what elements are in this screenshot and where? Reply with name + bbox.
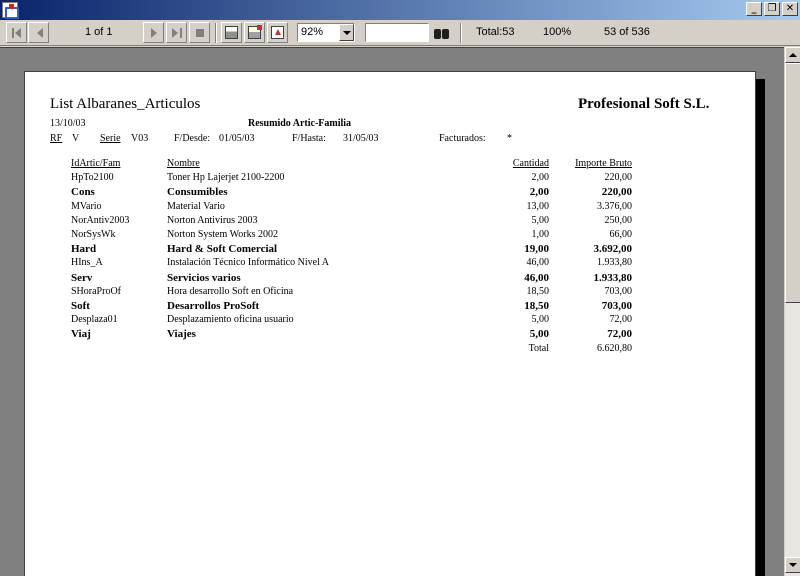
row-name: Norton System Works 2002 xyxy=(167,229,278,241)
export-button[interactable] xyxy=(267,22,288,43)
row-qty: 5,00 xyxy=(531,214,549,226)
table-row xyxy=(71,285,632,299)
row-name: Desplazamiento oficina usuario xyxy=(167,314,294,326)
row-amount: 1.933,80 xyxy=(593,271,632,284)
column-header-qty: Cantidad xyxy=(512,158,549,170)
hasta-value: 31/05/03 xyxy=(343,133,379,144)
toolbar-separator xyxy=(460,23,462,43)
toolbar xyxy=(0,20,800,46)
previous-page-icon xyxy=(37,28,43,38)
scroll-down-button[interactable] xyxy=(785,557,800,573)
family-row xyxy=(71,327,632,341)
zoom-percent: 100% xyxy=(543,26,572,38)
rf-label: RF xyxy=(50,133,63,144)
facturados-value: * xyxy=(507,133,512,144)
serie-label: Serie xyxy=(100,133,121,144)
row-name: Hora desarrollo Soft en Oficina xyxy=(167,285,294,297)
last-page-icon xyxy=(180,28,182,38)
report-page xyxy=(24,71,756,576)
row-name: Norton Antivirus 2003 xyxy=(167,214,258,226)
row-qty: 2,00 xyxy=(529,186,549,199)
page-indicator: 1 of 1 xyxy=(85,26,113,38)
row-name: Consumibles xyxy=(167,186,228,199)
row-qty: 1,00 xyxy=(531,229,549,241)
table-row xyxy=(71,256,632,270)
record-count: 53 of 536 xyxy=(604,26,650,38)
stop-icon xyxy=(196,29,204,37)
total-value: 6.620,80 xyxy=(597,342,632,354)
row-qty: 13,00 xyxy=(526,200,549,212)
row-name: Instalación Técnico Informático Nivel A xyxy=(167,257,329,269)
row-id: HpTo2100 xyxy=(71,172,114,184)
row-amount: 72,00 xyxy=(607,328,632,341)
print-button[interactable] xyxy=(221,22,242,43)
total-row xyxy=(71,341,632,355)
total-records: Total:53 xyxy=(476,26,515,38)
hasta-label: F/Hasta: xyxy=(292,133,326,144)
row-name: Toner Hp Lajerjet 2100-2200 xyxy=(167,172,285,184)
row-amount: 66,00 xyxy=(609,229,632,241)
table-row xyxy=(71,228,632,242)
first-page-icon xyxy=(12,28,14,38)
table-row xyxy=(71,214,632,228)
items-table xyxy=(71,157,632,356)
row-id: NorSysWk xyxy=(71,229,116,241)
window-controls xyxy=(746,2,798,16)
report-date: 13/10/03 xyxy=(50,118,86,129)
row-id: Viaj xyxy=(71,328,91,341)
last-page-button[interactable] xyxy=(166,22,187,43)
row-id: Hard xyxy=(71,243,97,256)
row-name: Servicios varios xyxy=(167,271,241,284)
next-page-icon xyxy=(151,28,157,38)
row-qty: 5,00 xyxy=(531,314,549,326)
stop-button[interactable] xyxy=(189,22,210,43)
app-icon[interactable] xyxy=(2,2,18,18)
company-name: Profesional Soft S.L. xyxy=(578,96,710,112)
family-row xyxy=(71,299,632,313)
serie-value: V03 xyxy=(131,133,149,144)
family-row xyxy=(71,242,632,256)
row-qty: 18,50 xyxy=(524,299,549,312)
row-id: HIns_A xyxy=(71,257,103,269)
scroll-thumb[interactable] xyxy=(785,63,800,303)
facturados-label: Facturados: xyxy=(439,133,486,144)
row-qty: 2,00 xyxy=(531,172,549,184)
vertical-scrollbar[interactable] xyxy=(784,47,800,576)
row-name: Hard & Soft Comercial xyxy=(167,243,278,256)
table-row xyxy=(71,200,632,214)
print-setup-button[interactable] xyxy=(244,22,265,43)
total-label: Total xyxy=(528,342,549,354)
next-page-button[interactable] xyxy=(143,22,164,43)
table-row xyxy=(71,171,632,185)
chevron-down-icon[interactable] xyxy=(339,24,354,41)
zoom-value: 92% xyxy=(301,26,324,38)
toolbar-separator xyxy=(215,23,217,43)
family-row xyxy=(71,271,632,285)
row-id: MVario xyxy=(71,200,102,212)
rf-value: V xyxy=(72,133,80,144)
table-row xyxy=(71,313,632,327)
zoom-select[interactable] xyxy=(297,23,355,42)
report-subtitle: Resumido Artic-Familia xyxy=(248,118,352,129)
close-button[interactable]: ✕ xyxy=(782,2,798,16)
family-row xyxy=(71,185,632,199)
row-amount: 3.692,00 xyxy=(593,243,632,256)
last-page-arrow-icon xyxy=(172,28,178,38)
row-qty: 46,00 xyxy=(526,257,549,269)
column-header-name: Nombre xyxy=(167,158,200,170)
row-amount: 72,00 xyxy=(609,314,632,326)
desde-value: 01/05/03 xyxy=(219,133,255,144)
printer-icon xyxy=(225,26,238,39)
row-name: Desarrollos ProSoft xyxy=(167,299,260,312)
binoculars-icon[interactable] xyxy=(432,23,452,43)
previous-page-button[interactable] xyxy=(28,22,49,43)
row-name: Viajes xyxy=(167,328,196,341)
row-id: Cons xyxy=(71,186,95,199)
first-page-arrow-icon xyxy=(15,28,21,38)
scroll-up-button[interactable] xyxy=(785,47,800,63)
column-header-id: IdArtic/Fam xyxy=(71,158,121,170)
first-page-button[interactable] xyxy=(6,22,27,43)
row-amount: 703,00 xyxy=(604,285,632,297)
row-qty: 18,50 xyxy=(526,285,549,297)
desde-label: F/Desde: xyxy=(174,133,211,144)
row-amount: 703,00 xyxy=(601,299,632,312)
row-amount: 3.376,00 xyxy=(597,200,632,212)
row-id: NorAntiv2003 xyxy=(71,214,130,226)
printer-setup-icon xyxy=(248,26,261,39)
row-id: Desplaza01 xyxy=(71,314,118,326)
search-input[interactable] xyxy=(365,23,429,42)
column-header-amount: Importe Bruto xyxy=(575,158,632,170)
row-qty: 19,00 xyxy=(524,243,549,256)
row-amount: 250,00 xyxy=(604,214,632,226)
row-amount: 220,00 xyxy=(604,172,632,184)
row-qty: 46,00 xyxy=(524,271,549,284)
row-amount: 220,00 xyxy=(601,186,632,199)
title-bar xyxy=(0,0,800,20)
row-id: Serv xyxy=(71,271,93,284)
row-amount: 1.933,80 xyxy=(597,257,632,269)
table-header xyxy=(71,157,632,171)
row-id: SHoraProOf xyxy=(71,285,121,297)
report-title: List Albaranes_Articulos xyxy=(50,96,201,112)
row-name: Material Vario xyxy=(167,200,225,212)
row-qty: 5,00 xyxy=(529,328,549,341)
restore-button[interactable]: ❐ xyxy=(764,2,780,16)
row-id: Soft xyxy=(71,299,90,312)
report-viewer[interactable] xyxy=(0,47,784,576)
export-icon xyxy=(271,26,284,39)
minimize-button[interactable]: _ xyxy=(746,2,762,16)
